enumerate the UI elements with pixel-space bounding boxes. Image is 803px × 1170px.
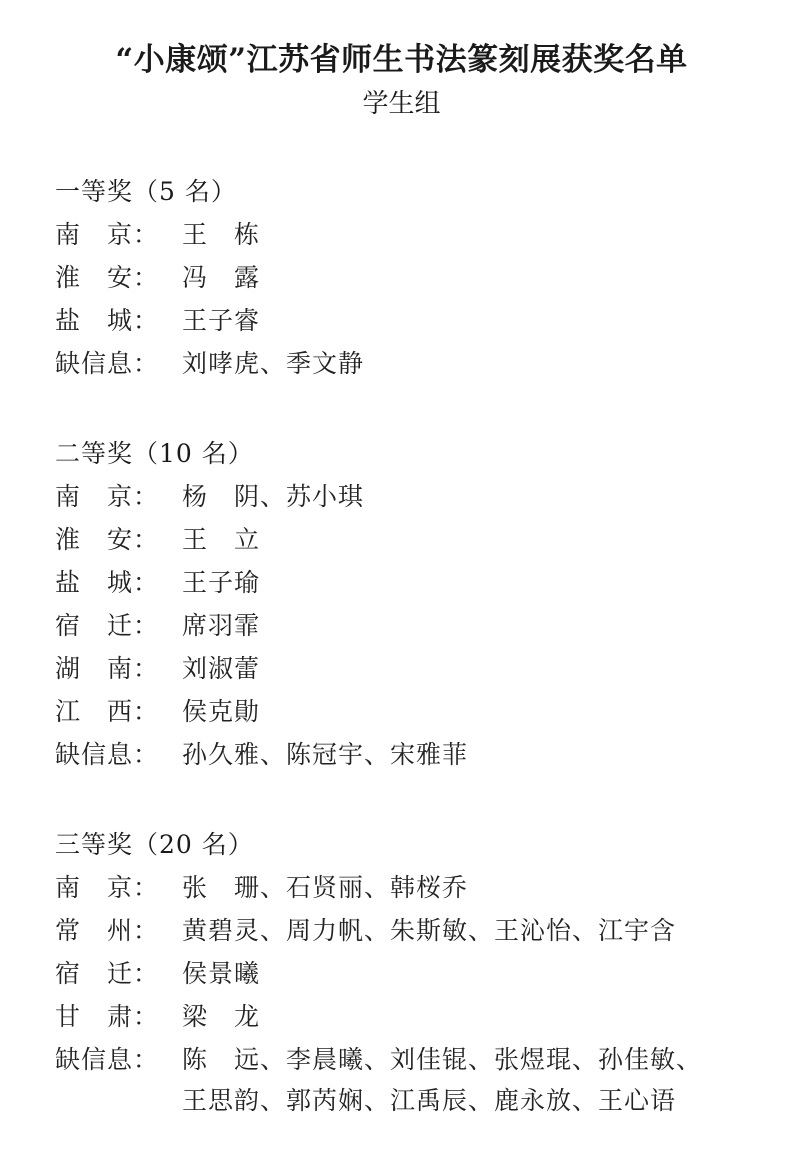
list-item bbox=[55, 733, 775, 776]
winner-names: 王 立 bbox=[182, 525, 261, 554]
region-label bbox=[55, 1081, 182, 1121]
region-label: 江 西： bbox=[55, 697, 160, 726]
winner-names: 杨 阴、苏小琪 bbox=[182, 482, 365, 511]
region-label: 南 京： bbox=[55, 873, 160, 902]
list-item bbox=[55, 690, 775, 733]
region-label: 缺信息： bbox=[55, 349, 160, 378]
second-prize-section bbox=[55, 432, 775, 776]
list-item bbox=[55, 1081, 775, 1121]
section-heading: 二等奖（10 名） bbox=[55, 439, 254, 468]
region-label: 常 州： bbox=[55, 916, 160, 945]
list-item bbox=[55, 1038, 775, 1081]
list-item bbox=[55, 866, 775, 909]
region-label: 湖 南： bbox=[55, 654, 160, 683]
winner-names: 刘哮虎、季文静 bbox=[182, 349, 365, 378]
third-prize-section bbox=[55, 823, 775, 1121]
region-label: 甘 肃： bbox=[55, 1002, 160, 1031]
document-subtitle: 学生组 bbox=[362, 89, 441, 119]
winner-names: 张 珊、石贤丽、韩桜乔 bbox=[182, 873, 469, 902]
list-item bbox=[55, 256, 775, 299]
winner-names: 冯 露 bbox=[182, 263, 261, 292]
list-item bbox=[55, 952, 775, 995]
winner-names: 王子瑜 bbox=[182, 568, 261, 597]
list-item bbox=[55, 561, 775, 604]
region-label: 淮 安： bbox=[55, 263, 160, 292]
list-item bbox=[55, 604, 775, 647]
section-heading: 三等奖（20 名） bbox=[55, 830, 254, 859]
winner-names: 侯景曦 bbox=[182, 959, 261, 988]
first-prize-section bbox=[55, 170, 775, 385]
winner-names: 黄碧灵、周力帆、朱斯敏、王沁怡、江宇含 bbox=[182, 916, 677, 945]
winner-names: 王 栋 bbox=[182, 220, 261, 249]
region-label: 盐 城： bbox=[55, 306, 160, 335]
list-item bbox=[55, 909, 775, 952]
region-label: 南 京： bbox=[55, 482, 160, 511]
list-item bbox=[55, 475, 775, 518]
winner-names: 席羽霏 bbox=[182, 611, 261, 640]
region-label: 淮 安： bbox=[55, 525, 160, 554]
list-item bbox=[55, 647, 775, 690]
winner-names: 侯克勛 bbox=[182, 697, 261, 726]
winner-names: 孙久雅、陈冠宇、宋雅菲 bbox=[182, 740, 469, 769]
document-title: “小康颂”江苏省师生书法篆刻展获奖名单 bbox=[115, 42, 688, 78]
section-heading: 一等奖（5 名） bbox=[55, 177, 237, 206]
list-item bbox=[55, 299, 775, 342]
region-label: 缺信息： bbox=[55, 1045, 160, 1074]
winner-names: 梁 龙 bbox=[182, 1002, 261, 1031]
list-item bbox=[55, 342, 775, 385]
region-label: 盐 城： bbox=[55, 568, 160, 597]
list-item bbox=[55, 518, 775, 561]
winner-names: 王思韵、郭芮娴、江禹辰、鹿永放、王心语 bbox=[182, 1086, 677, 1115]
list-item bbox=[55, 213, 775, 256]
region-label: 缺信息： bbox=[55, 740, 160, 769]
winner-names: 陈 远、李晨曦、刘佳锟、张煜琨、孙佳敏、 bbox=[182, 1045, 703, 1074]
list-item bbox=[55, 995, 775, 1038]
winner-names: 刘淑蕾 bbox=[182, 654, 261, 683]
region-label: 宿 迁： bbox=[55, 611, 160, 640]
region-label: 南 京： bbox=[55, 220, 160, 249]
winner-names: 王子睿 bbox=[182, 306, 261, 335]
region-label: 宿 迁： bbox=[55, 959, 160, 988]
